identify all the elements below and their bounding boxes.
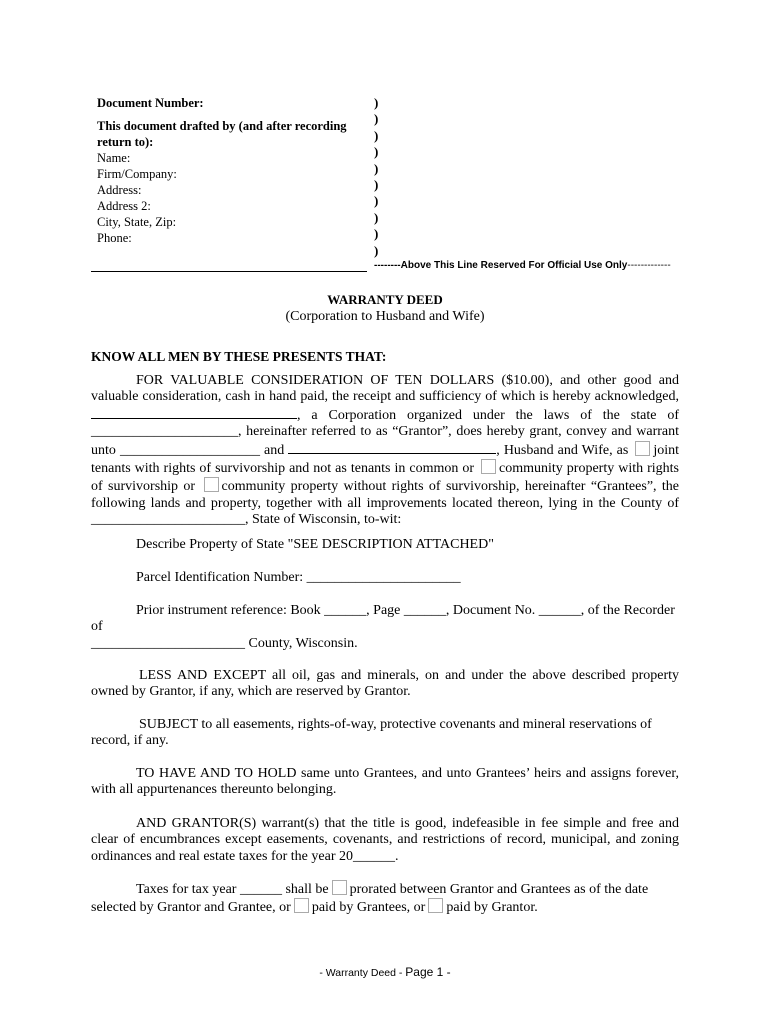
paren: )	[374, 144, 379, 160]
property-description: Describe Property of State "SEE DESCRIPTION ATTACHED"	[136, 537, 494, 552]
para-text: paid by Grantor.	[446, 900, 538, 916]
paren: )	[374, 127, 379, 143]
prorated-checkbox[interactable]	[332, 880, 347, 895]
paren: )	[374, 193, 379, 209]
phone-field-label: Phone:	[97, 231, 132, 245]
paren: )	[374, 95, 379, 110]
reserved-dashes: -------------	[627, 260, 671, 271]
firm-field-label: Firm/Company:	[97, 167, 177, 181]
grantor-warrants-paragraph: AND GRANTOR(S) warrant(s) that the title is good, indefeasible in fee simple and free and clear of encumbrances except easements, covenants, and restrictions of record, municipal, and zoning ordinances and real estate taxes for the year 20______.	[91, 816, 679, 864]
para-text: Taxes for tax year ______ shall be	[136, 882, 329, 897]
header-divider	[91, 271, 367, 272]
paren: )	[374, 226, 379, 242]
para-text: community property with rights of survivorship or	[91, 461, 680, 495]
page-footer	[0, 965, 770, 979]
reserved-text: Above This Line Reserved For Official Use Only	[400, 260, 628, 271]
community-no-survivorship-checkbox[interactable]	[204, 477, 219, 492]
taxes-paragraph	[91, 880, 679, 917]
paid-by-grantees-checkbox[interactable]	[294, 898, 309, 913]
para-text: FOR VALUABLE CONSIDERATION OF TEN DOLLARS ($10.00), and other good and valuable consideration, cash in hand paid, the receipt and sufficiency of which is hereby acknowledged,	[91, 373, 679, 405]
para-text: _____________________, hereinafter referred to as “Grantor”, does hereby grant, convey and warrant unto ____________________ and	[91, 424, 679, 458]
drafted-by-label: This document drafted by (and after recording return to):	[97, 119, 347, 149]
para-text: joint tenants with rights of survivorship and not as tenants in common or	[91, 442, 680, 477]
deed-title: WARRANTY DEED	[327, 292, 443, 307]
footer-label: - Warranty Deed -	[319, 967, 406, 979]
reserved-dashes: --------	[374, 260, 401, 271]
document-number-label: Document Number:	[97, 96, 204, 110]
para-text: paid by Grantees, or	[311, 900, 426, 916]
community-survivorship-checkbox[interactable]	[481, 459, 496, 474]
joint-tenants-checkbox[interactable]	[635, 441, 650, 456]
paren: )	[374, 209, 379, 225]
less-except-paragraph: LESS AND EXCEPT all oil, gas and minerals, on and under the above described property owned by Grantor, if any, which are reserved by Grantor.	[91, 668, 679, 700]
name-field-label: Name:	[97, 151, 131, 165]
address-field-label: Address:	[97, 183, 142, 197]
subject-paragraph: SUBJECT to all easements, rights-of-way, protective covenants and mineral reservations of record, if any.	[91, 717, 652, 749]
grantor-name-blank[interactable]	[91, 406, 297, 419]
to-have-paragraph: TO HAVE AND TO HOLD same unto Grantees, and unto Grantees’ heirs and assigns forever, with all appurtenances thereunto belonging.	[91, 766, 679, 798]
prior-instrument-paragraph	[91, 603, 679, 652]
deed-subtitle: (Corporation to Husband and Wife)	[285, 309, 485, 324]
page-number: Page 1 -	[405, 965, 451, 979]
paren: )	[374, 177, 379, 193]
paren: )	[374, 242, 379, 258]
paren: )	[374, 111, 379, 127]
para-text: community property without rights of survivorship, hereinafter “Grantees”, the following lands and property, together with all improvements located thereon, lying in the County of ______________________, State of Wisconsin, to-wit:	[91, 479, 680, 528]
official-use-line	[374, 260, 671, 271]
parcel-id-line: Parcel Identification Number: ______________________	[136, 570, 461, 585]
address2-field-label: Address 2:	[97, 199, 151, 213]
return-to-block	[97, 95, 372, 246]
para-text: , a Corporation organized under the laws of the state of	[297, 407, 679, 423]
para-text: prorated between Grantor and Grantees as of the date selected by Grantor and Grantee, or	[91, 882, 649, 916]
city-state-zip-label: City, State, Zip:	[97, 215, 177, 229]
grantee2-name-blank[interactable]	[288, 441, 496, 454]
prior-line-2: ______________________ County, Wisconsin.	[91, 635, 358, 651]
paren-column	[374, 95, 378, 259]
paren: )	[374, 160, 379, 176]
prior-line-1: Prior instrument reference: Book ______, Page ______, Document No. ______, of the Recorder of	[91, 603, 675, 635]
paid-by-grantor-checkbox[interactable]	[428, 898, 443, 913]
para-text: , Husband and Wife, as	[496, 442, 629, 458]
consideration-paragraph	[91, 373, 679, 529]
know-all-heading: KNOW ALL MEN BY THESE PRESENTS THAT:	[91, 349, 387, 364]
